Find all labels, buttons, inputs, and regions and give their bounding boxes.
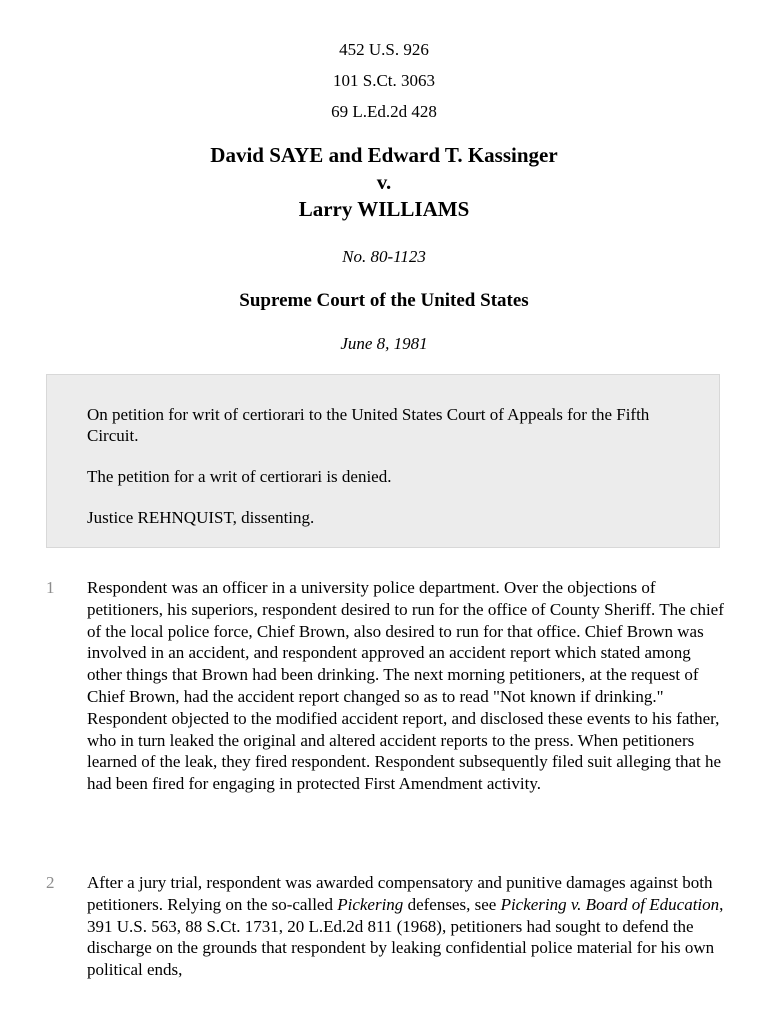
case-respondent: Larry WILLIAMS	[298, 197, 470, 221]
paragraph-text: Respondent was an officer in a university police department. Over the objections of petitioners, his superiors, respondent desired to run for the office of County Sheriff. The chief of the local police force, Chief Brown, also desired to run for that office. Chief Brown was involved in an accident, and respondent approved an accident report which stated among other things that Brown had been drinking. The next morning petitioners, at the request of Chief Brown, had the accident report changed so as to read "Not known if drinking." Respondent objected to the modified accident report, and disclosed these events to his father, who in turn leaked the original and altered accident reports to the press. When petitioners learned of the leak, they fired respondent. Respondent subsequently filed suit alleging that he had been fired for engaging in protected First Amendment activity.	[87, 578, 724, 794]
petition-statement: On petition for writ of certiorari to the United States Court of Appeals for the Fifth Circuit.	[87, 405, 650, 445]
paragraph-number: 1	[46, 578, 55, 597]
paragraph-text-segment: , 391 U.S. 563, 88 S.Ct. 1731, 20 L.Ed.2d 811 (1968), petitioners had sought to defend the discharge on the grounds that respondent by leaking confidential police material for his own political ends,	[87, 894, 724, 980]
paragraph-text-segment: After a jury trial, respondent was awarded compensatory and punitive damages against both petitioners. Relying on the so-called	[87, 873, 713, 914]
case-title	[0, 142, 768, 223]
opinion-paragraph	[0, 577, 768, 847]
paragraph-number: 2	[46, 873, 55, 892]
decision-date: June 8, 1981	[340, 334, 428, 353]
case-versus: v.	[376, 170, 392, 194]
docket-number: No. 80-1123	[342, 247, 426, 266]
case-name-italic: Pickering v. Board of Education	[500, 894, 720, 914]
citation-us-reports: 452 U.S. 926	[339, 40, 429, 59]
court-name: Supreme Court of the United States	[239, 290, 529, 311]
opinion-paragraph	[0, 872, 768, 1022]
summary-box	[46, 374, 720, 548]
paragraph-text-segment: defenses, see	[403, 894, 501, 914]
citation-block	[0, 34, 768, 127]
paragraph-text	[87, 872, 727, 981]
case-name-italic: Pickering	[337, 894, 404, 914]
citation-supreme-court-reporter: 101 S.Ct. 3063	[332, 71, 436, 90]
dissent-statement: Justice REHNQUIST, dissenting.	[87, 508, 315, 527]
case-petitioners: David SAYE and Edward T. Kassinger	[210, 143, 558, 167]
disposition-statement: The petition for a writ of certiorari is denied.	[87, 467, 392, 486]
citation-lawyers-edition: 69 L.Ed.2d 428	[331, 102, 437, 121]
